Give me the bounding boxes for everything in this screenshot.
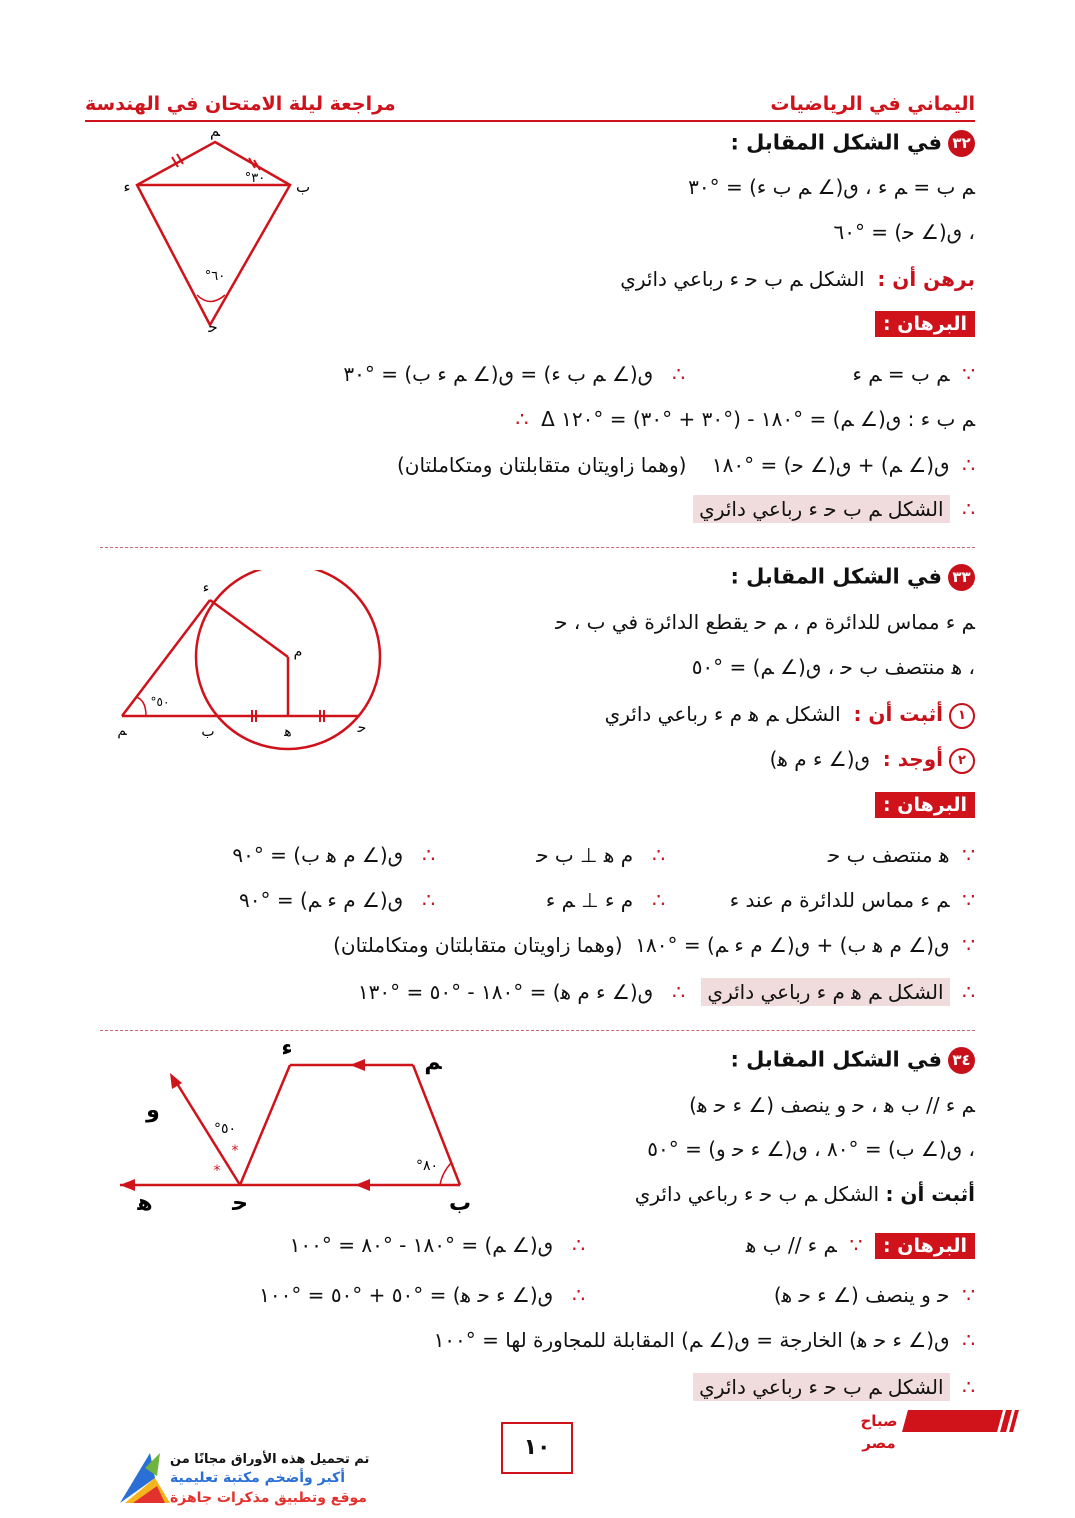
promo-logo-icon bbox=[115, 1448, 175, 1508]
label-d: ء bbox=[123, 178, 131, 196]
angle-a-label: °٥٠ bbox=[150, 695, 170, 709]
label-e: ﻫ bbox=[284, 724, 292, 740]
q32-figure bbox=[115, 120, 315, 335]
label-c: ﺣ bbox=[357, 720, 367, 736]
q33-proof-1a: ∵ ﻫ منتصف ب ﺣ bbox=[827, 843, 975, 867]
q33-heading: ٣٣في الشكل المقابل : bbox=[730, 564, 975, 591]
q33-given-1: ﻢ ء مماس للدائرة م ، ﻢ ﺣ يقطع الدائرة في ب ، ﺣ bbox=[555, 610, 975, 634]
arrow-left bbox=[120, 1179, 135, 1191]
label-e: ﻫ bbox=[137, 1191, 153, 1216]
angle-w-label: °٥٠ bbox=[213, 1121, 237, 1137]
q33-proof-3: ∵ ٯ(∠ م ﻫ ب) + ٯ(∠ م ء ﻢ) = °١٨٠ (وهما زاويتان متقابلتان ومتكاملتان) bbox=[333, 933, 975, 957]
label-a: ﻢ bbox=[210, 122, 220, 140]
q32-proof-1b: ∴ ٯ(∠ ﻢ ب ء) = ٯ(∠ ﻢ ء ب) = °٣٠ bbox=[343, 362, 685, 386]
label-c: ﺣ bbox=[232, 1191, 248, 1216]
q34-proof-1a: البرهان : ∵ ﻢ ء // ب ﻫ bbox=[746, 1233, 975, 1257]
label-a: ﻢ bbox=[424, 1050, 442, 1075]
angle-arc bbox=[136, 697, 146, 716]
promo-line-3: موقع وتطبيق مذكرات جاهزة bbox=[170, 1490, 367, 1506]
angle-b-label: °٨٠ bbox=[415, 1158, 439, 1174]
promo-line-2: أكبر وأضخم مكتبة تعليمية bbox=[170, 1470, 345, 1486]
q33-number: ٣٣ bbox=[948, 564, 975, 591]
q33-proof-1c: ∴ ٯ(∠ م ﻫ ب) = °٩٠ bbox=[232, 843, 435, 867]
angle-arc bbox=[197, 295, 225, 302]
header-right-title: اليماني في الرياضيات bbox=[770, 93, 975, 115]
q32-proof-1: ∵ ﻢ ب = ﻢ ء bbox=[852, 362, 975, 386]
q33-proof-2a: ∵ ﻢ ء مماس للدائرة م عند ء bbox=[729, 888, 975, 912]
radius-md bbox=[210, 600, 288, 657]
q33-given-2: ، ﻫ منتصف ب ﺣ ، ٯ(∠ ﻢ) = °٥٠ bbox=[691, 655, 975, 679]
q32-prove: برهن أن : الشكل ﻢ ب ﺣ ء رباعي دائري bbox=[620, 267, 975, 291]
q33-proof-1b: ∴ م ﻫ ⊥ ب ﺣ bbox=[536, 843, 665, 867]
q34-given-1: ﻢ ء // ب ﻫ ، ﺣ و ينصف (∠ ء ﺣ ﻫ) bbox=[689, 1093, 975, 1117]
q33-proof-4b: ∴ ٯ(∠ ء م ﻫ) = °١٨٠ - °٥٠ = °١٣٠ bbox=[357, 980, 685, 1004]
q33-item-1: ١أثبت أن : الشكل ﻢ ﻫ م ء رباعي دائري bbox=[605, 702, 975, 729]
q34-heading: ٣٤في الشكل المقابل : bbox=[730, 1047, 975, 1074]
q34-prove: أثبت أن : الشكل ﻢ ب ﺣ ء رباعي دائري bbox=[634, 1182, 975, 1206]
label-d: ء bbox=[281, 1036, 293, 1061]
q33-proof-tag: البرهان : bbox=[875, 792, 975, 818]
page-number: ١٠ bbox=[501, 1422, 573, 1474]
q32-proof-3: ∴ ٯ(∠ ﻢ) + ٯ(∠ ﺣ) = °١٨٠ (وهما زاويتان متقابلتان ومتكاملتان) bbox=[396, 453, 975, 477]
star-mark-2: * bbox=[213, 1163, 221, 1179]
q34-proof-2b: ∴ ٯ(∠ ء ﺣ ﻫ) = °٥٠ + °٥٠ = °١٠٠ bbox=[259, 1283, 585, 1307]
label-w: و bbox=[146, 1098, 160, 1123]
label-b: ب bbox=[201, 724, 215, 740]
q33-proof-4a: ∴ الشكل ﻢ ﻫ م ء رباعي دائري bbox=[701, 980, 975, 1004]
q34-proof-tag: البرهان : bbox=[875, 1233, 975, 1259]
label-m: م bbox=[293, 644, 303, 660]
q33-item-2: ٢أوجد : ٯ(∠ ء م ﻫ) bbox=[770, 747, 975, 774]
side-dc bbox=[240, 1065, 290, 1185]
header-left-title: مراجعة ليلة الامتحان في الهندسة bbox=[85, 93, 396, 115]
angle-c-label: °٦٠ bbox=[204, 269, 226, 284]
q32-number: ٣٢ bbox=[948, 130, 975, 157]
q34-figure bbox=[115, 1035, 480, 1225]
q32-given-1: ﻢ ب = ﻢ ء ، ٯ(∠ ﻢ ب ء) = °٣٠ bbox=[688, 175, 975, 199]
label-b: ب bbox=[448, 1191, 472, 1216]
q33-proof-2b: ∴ م ء ⊥ ﻢ ء bbox=[545, 888, 665, 912]
q32-proof-2: ∴ Δ ﻢ ب ء : ٯ(∠ ﻢ) = °١٨٠ - (°٣٠ + °٣٠) = °١٢٠ bbox=[515, 407, 975, 431]
q33-proof-2c: ∴ ٯ(∠ م ء ﻢ) = °٩٠ bbox=[239, 888, 435, 912]
kite-shape bbox=[137, 142, 290, 325]
q32-proof-tag: البرهان : bbox=[875, 311, 975, 337]
angle-arc bbox=[440, 1163, 451, 1185]
angle-b-label: °٣٠ bbox=[244, 171, 266, 186]
star-mark-1: * bbox=[231, 1143, 239, 1159]
promo-line-1: تم تحميل هذه الأوراق مجانًا من bbox=[170, 1452, 370, 1467]
q34-number: ٣٤ bbox=[948, 1047, 975, 1074]
q34-proof-2a: ∵ ﺣ و ينصف (∠ ء ﺣ ﻫ) bbox=[773, 1283, 975, 1307]
label-d: ء bbox=[202, 580, 210, 596]
arrow-mid bbox=[355, 1179, 370, 1191]
promo-block bbox=[115, 1448, 175, 1512]
brand-logo: صباح مصر bbox=[855, 1410, 1020, 1434]
q32-heading: ٣٢في الشكل المقابل : bbox=[730, 130, 975, 157]
q34-proof-4: ∴ الشكل ﻢ ب ﺣ ء رباعي دائري bbox=[693, 1375, 975, 1399]
label-c: ﺣ bbox=[208, 318, 218, 335]
q34-proof-1b: ∴ ٯ(∠ ﻢ) = °١٨٠ - °٨٠ = °١٠٠ bbox=[289, 1233, 585, 1257]
separator-1 bbox=[100, 547, 975, 548]
q34-given-2: ، ٯ(∠ ب) = °٨٠ ، ٯ(∠ ء ﺣ و) = °٥٠ bbox=[647, 1137, 975, 1161]
q32-proof-4: ∴ الشكل ﻢ ب ﺣ ء رباعي دائري bbox=[693, 497, 975, 521]
label-a: ﻢ bbox=[117, 723, 127, 739]
q33-figure bbox=[110, 570, 390, 770]
separator-2 bbox=[100, 1030, 975, 1031]
arrow-top bbox=[350, 1059, 365, 1071]
label-b: ب bbox=[295, 178, 311, 196]
q34-proof-3: ∴ ٯ(∠ ء ﺣ ﻫ) الخارجة = ٯ(∠ ﻢ) المقابلة للمجاورة لها = °١٠٠ bbox=[433, 1328, 975, 1352]
q32-given-2: ، ٯ(∠ ﺣ) = °٦٠ bbox=[833, 220, 975, 244]
